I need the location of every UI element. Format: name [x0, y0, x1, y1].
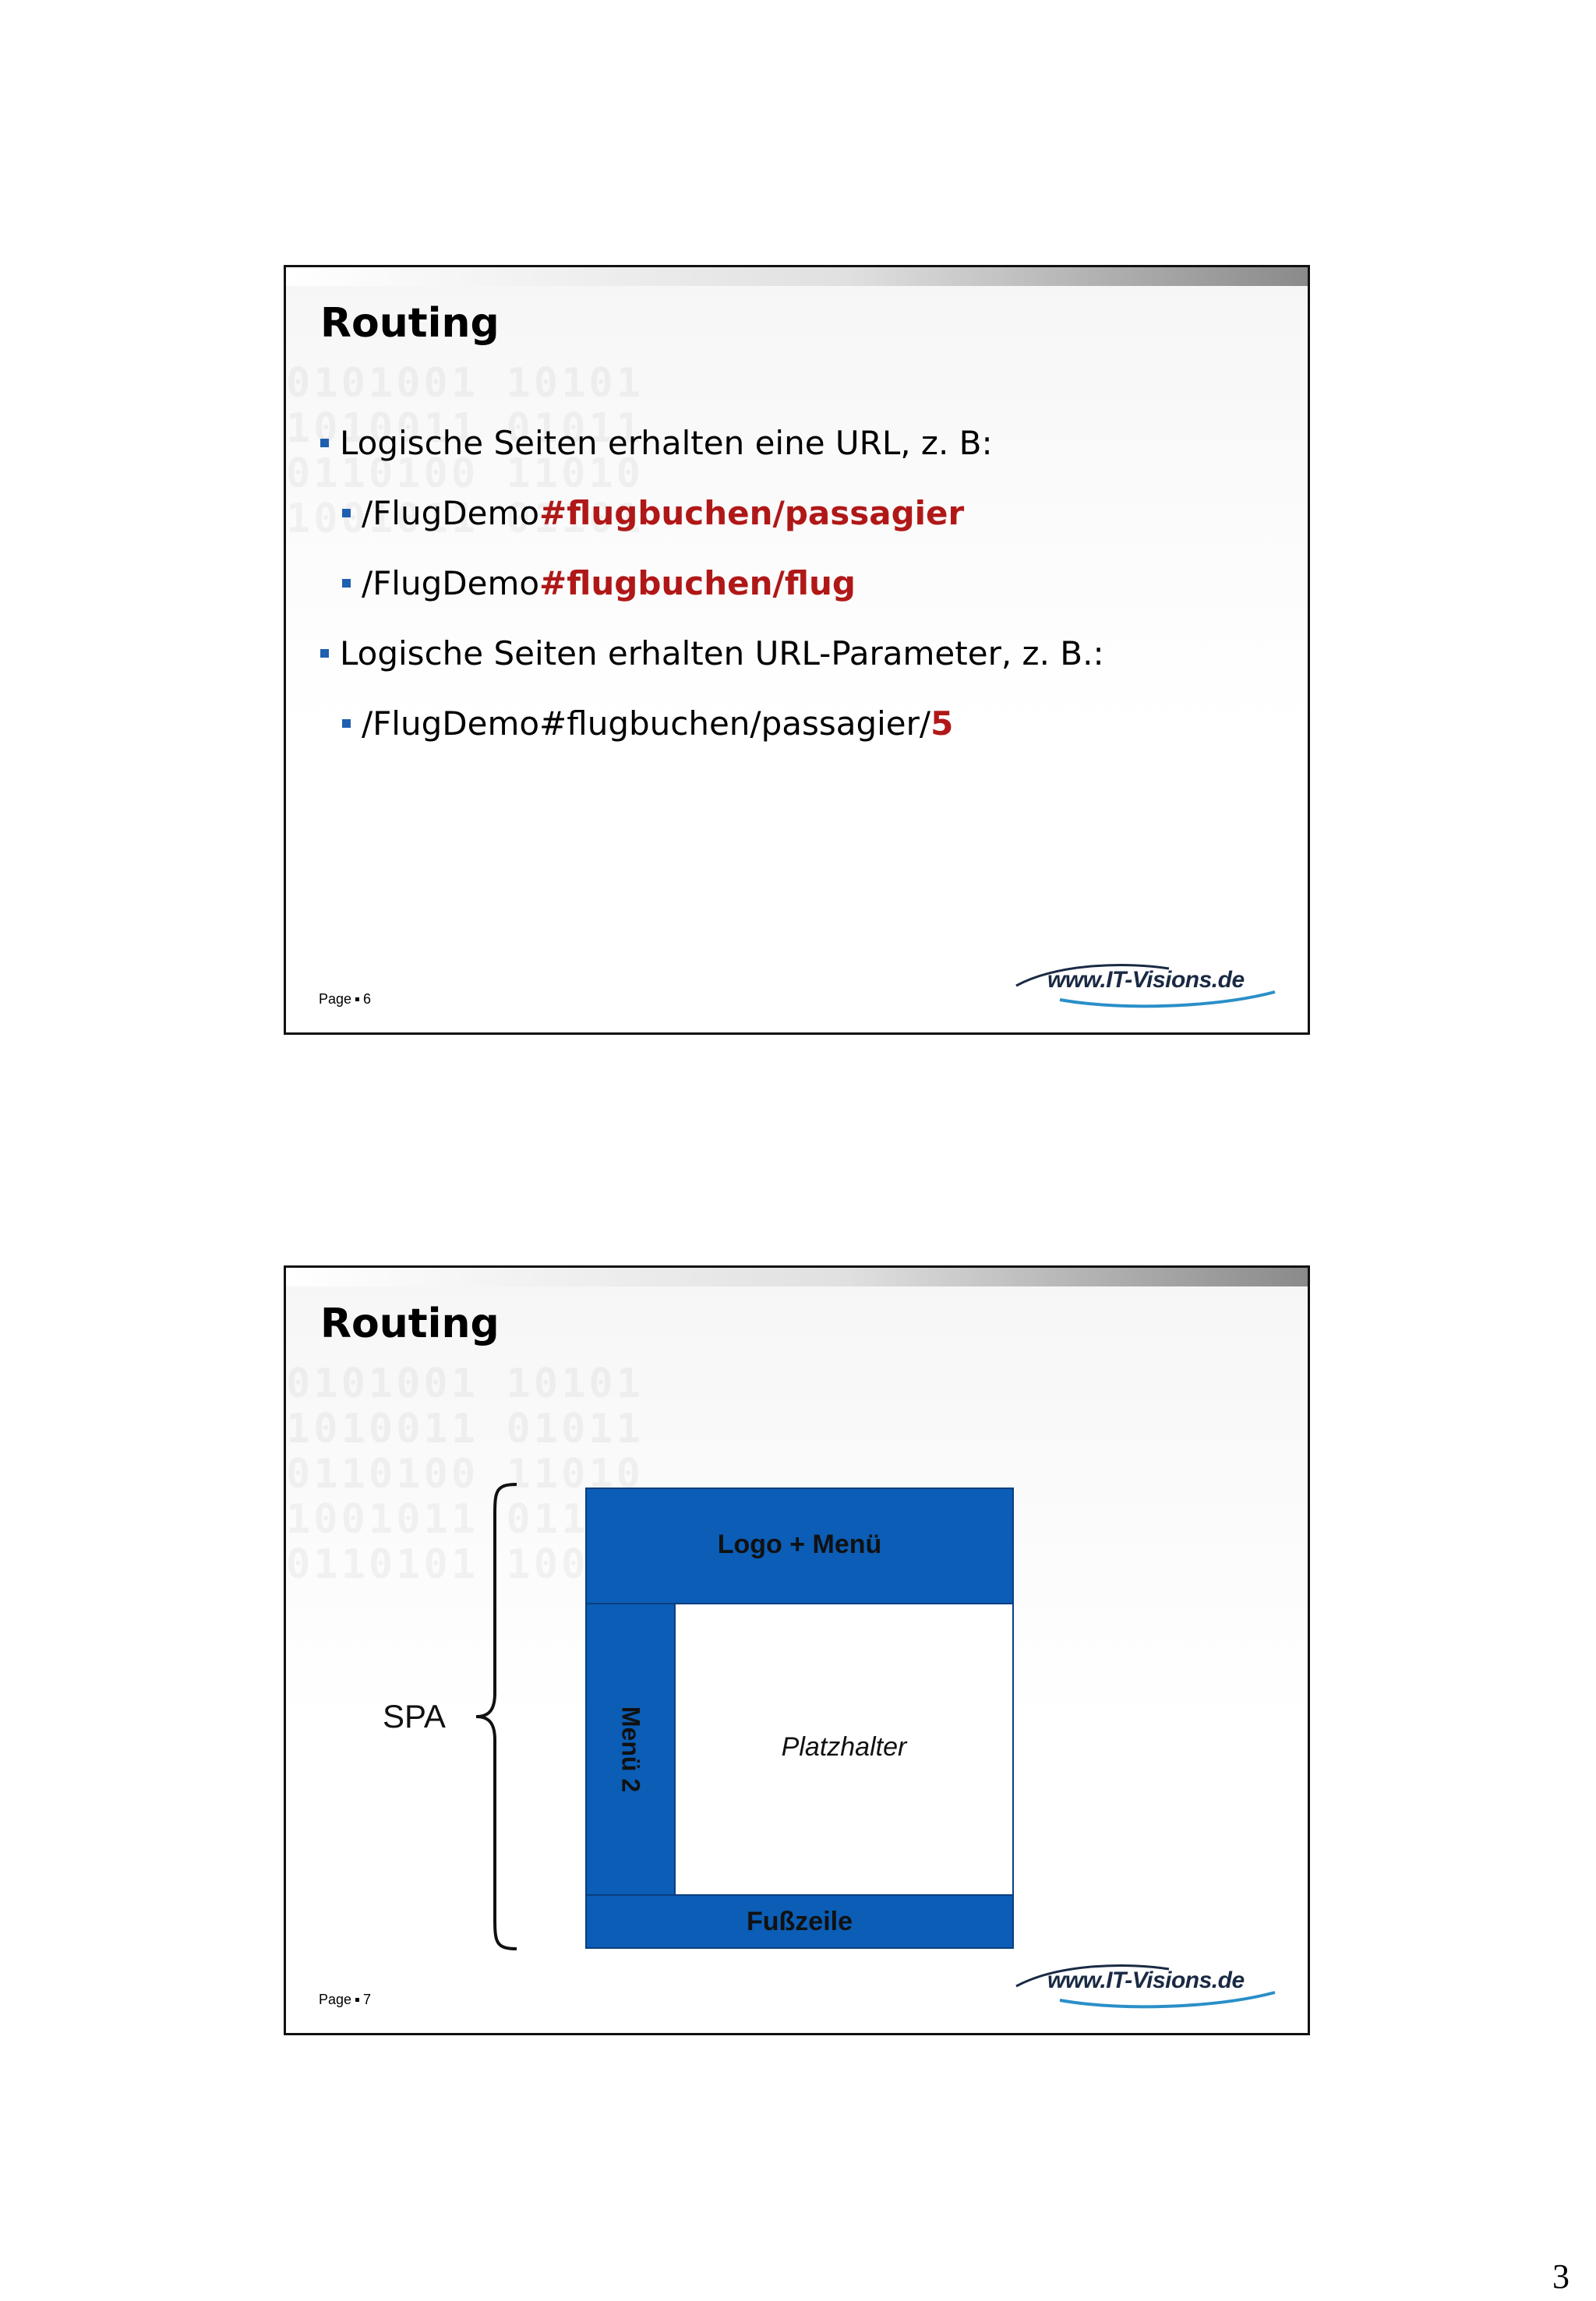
bullet-item: [320, 618, 1255, 688]
bullet-text-highlight: #flugbuchen/passagier: [539, 493, 965, 532]
slide-page-label: [319, 1992, 371, 2008]
slide-title: Routing: [320, 300, 500, 347]
bullet-square-icon: [342, 579, 351, 588]
bullet-square-icon: [342, 719, 351, 728]
bullet-text-prefix: /FlugDemo: [362, 563, 540, 602]
bullet-square-icon: [320, 649, 329, 658]
slide-2: [284, 1265, 1310, 2035]
sidebar-label: Menü 2: [616, 1706, 645, 1793]
header-label: Logo + Menü: [717, 1530, 882, 1559]
slide-page-label: [319, 991, 371, 1008]
bullet-text: Logische Seiten erhalten URL-Parameter, z. B.:: [340, 633, 1104, 672]
slide-top-bar: [286, 267, 1308, 286]
bullet-item: [320, 408, 1255, 478]
page-number: 6: [363, 991, 372, 1007]
separator-dot-icon: [355, 997, 359, 1001]
slide-title: Routing: [320, 1300, 500, 1347]
bullet-text-prefix: /FlugDemo: [362, 493, 540, 532]
it-visions-logo: [1013, 1963, 1278, 2010]
bullet-text-prefix: /FlugDemo#flugbuchen/passagier/: [362, 704, 931, 743]
bullet-square-icon: [342, 509, 351, 517]
page-word: Page: [319, 991, 352, 1007]
bullet-square-icon: [320, 439, 329, 447]
layout-sidebar-box: [585, 1603, 676, 1896]
bullet-text: Logische Seiten erhalten eine URL, z. B:: [340, 423, 993, 462]
logo-text: www.IT-Visions.de: [1047, 967, 1245, 993]
separator-dot-icon: [355, 1998, 359, 2002]
logo-text: www.IT-Visions.de: [1047, 1967, 1245, 1993]
spa-label: SPA: [383, 1698, 446, 1735]
bullet-item-sub: [320, 478, 1255, 548]
layout-content-placeholder: [674, 1603, 1014, 1896]
footer-label: Fußzeile: [746, 1907, 853, 1936]
bullet-text-highlight: 5: [930, 704, 954, 743]
placeholder-label: Platzhalter: [781, 1732, 907, 1762]
bullet-item-sub: [320, 548, 1255, 618]
it-visions-logo: [1013, 962, 1278, 1009]
curly-brace-icon: [473, 1483, 520, 1950]
bullet-list: [320, 408, 1255, 758]
bullet-text-highlight: #flugbuchen/flug: [539, 563, 856, 602]
page-number: 7: [363, 1992, 372, 2007]
document-page-number: 3: [1552, 2257, 1570, 2296]
page-word: Page: [319, 1992, 352, 2007]
bullet-item-sub: [320, 688, 1255, 758]
slide-top-bar: [286, 1268, 1308, 1286]
layout-header-box: [585, 1488, 1014, 1604]
layout-footer-box: [585, 1894, 1014, 1949]
slide-1: [284, 265, 1310, 1035]
